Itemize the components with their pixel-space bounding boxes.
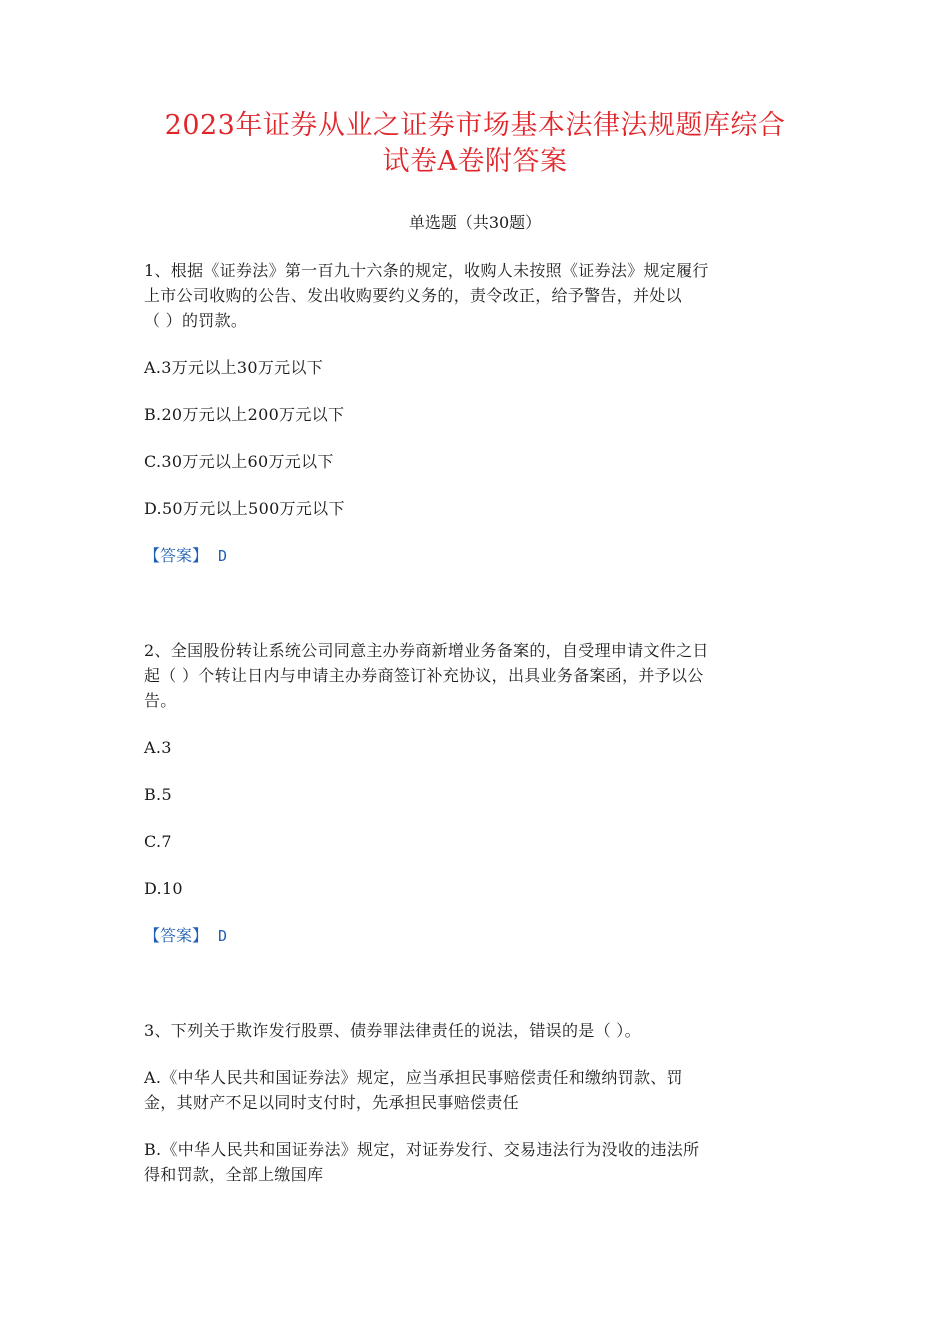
question-2-option-d: D.10 bbox=[144, 879, 183, 898]
question-3-option-b-line-1: B.《中华人民共和国证券法》规定，对证券发行、交易违法行为没收的违法所 bbox=[144, 1140, 700, 1159]
answer-label: 【答案】 bbox=[144, 926, 209, 945]
question-1-answer bbox=[144, 543, 227, 569]
question-2-option-c: C.7 bbox=[144, 832, 172, 851]
question-1-option-b: B.20万元以上200万元以下 bbox=[144, 405, 345, 424]
question-1-line-3: （ ）的罚款。 bbox=[144, 311, 248, 330]
question-1-line-2: 上市公司收购的公告、发出收购要约义务的，责令改正，给予警告，并处以 bbox=[144, 286, 682, 305]
section-heading: 单选题（共30题） bbox=[408, 213, 542, 232]
question-2-option-b: B.5 bbox=[144, 785, 172, 804]
question-1-option-d: D.50万元以上500万元以下 bbox=[144, 499, 345, 518]
question-1-option-a: A.3万元以上30万元以下 bbox=[144, 358, 324, 377]
question-1-line-1: 1、根据《证券法》第一百九十六条的规定，收购人未按照《证券法》规定履行 bbox=[144, 261, 709, 280]
answer-value: D bbox=[218, 547, 228, 565]
question-3-line-1: 3、下列关于欺诈发行股票、债券罪法律责任的说法，错误的是（ ）。 bbox=[144, 1021, 641, 1040]
question-2-answer bbox=[144, 923, 227, 949]
answer-value: D bbox=[218, 927, 228, 945]
question-3-option-a-line-1: A.《中华人民共和国证券法》规定，应当承担民事赔偿责任和缴纳罚款、罚 bbox=[144, 1068, 683, 1087]
document-title-line-1: 2023年证券从业之证券市场基本法律法规题库综合 bbox=[164, 110, 786, 141]
question-2-line-2: 起（ ）个转让日内与申请主办券商签订补充协议，出具业务备案函，并予以公 bbox=[144, 666, 704, 685]
question-2-line-1: 2、全国股份转让系统公司同意主办券商新增业务备案的，自受理申请文件之日 bbox=[144, 641, 709, 660]
question-3-option-b-line-2: 得和罚款，全部上缴国库 bbox=[144, 1165, 324, 1184]
question-2-option-a: A.3 bbox=[144, 738, 172, 757]
question-2-line-3: 告。 bbox=[144, 691, 177, 710]
answer-label: 【答案】 bbox=[144, 546, 209, 565]
question-3-option-a-line-2: 金，其财产不足以同时支付时，先承担民事赔偿责任 bbox=[144, 1093, 519, 1112]
document-title-line-2: 试卷A卷附答案 bbox=[382, 146, 568, 177]
question-1-option-c: C.30万元以上60万元以下 bbox=[144, 452, 334, 471]
